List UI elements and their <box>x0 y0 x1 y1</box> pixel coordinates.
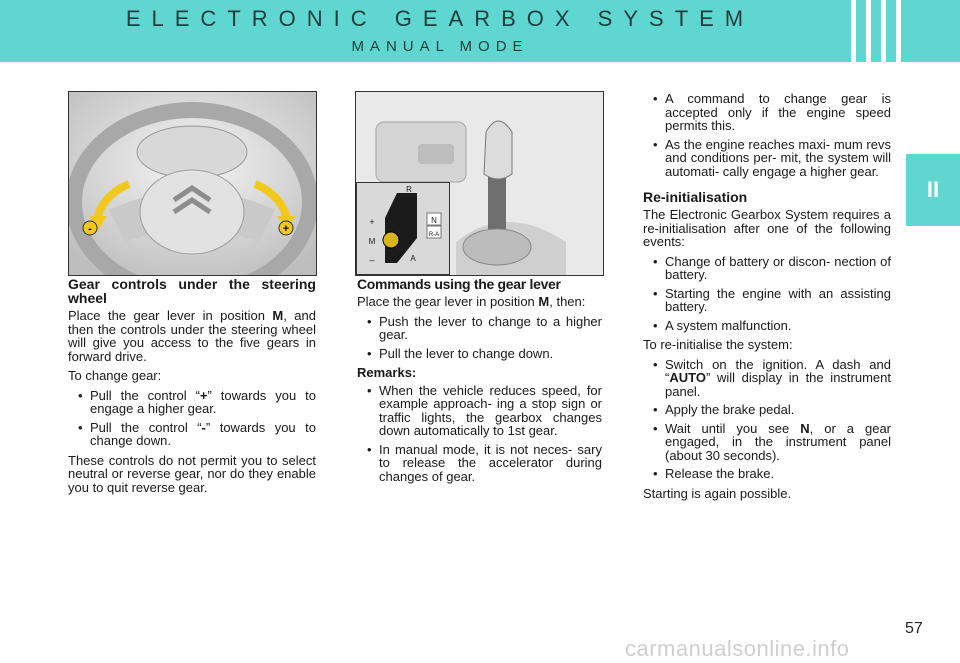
auto-label: AUTO <box>669 370 706 385</box>
gate-m-label: M <box>368 237 376 246</box>
bullet-list <box>643 255 891 333</box>
paragraph: To change gear: <box>68 368 162 383</box>
steering-wheel-illustration <box>69 92 316 275</box>
header-stripe <box>896 0 901 62</box>
text: ” towards you to engage a higher gear. <box>90 387 316 416</box>
list-item: • As the engine reaches maxi- mum revs and conditions per- mit, the system will automati- cally engage a higher gear. <box>653 138 891 179</box>
gate-minus-label: – <box>369 255 375 265</box>
gate-plus-label: + <box>369 217 375 227</box>
list-item <box>78 421 316 448</box>
bullet-list <box>643 358 891 481</box>
bullet-list <box>357 384 602 484</box>
column-lever-commands <box>357 277 602 489</box>
list-item: • Change of battery or discon- nection of battery. <box>653 255 891 282</box>
gear-gate-inset <box>356 182 450 275</box>
header-stripe <box>851 0 856 62</box>
list-item: • When the vehicle reduces speed, for example approach- ing a stop sign or traffic lights, the gearbox changes down automatically to 1st gear. <box>367 384 602 438</box>
list-item: • A system malfunction. <box>653 319 891 333</box>
list-item <box>653 422 891 463</box>
gate-r-label: R <box>406 185 412 194</box>
plus-symbol: + <box>199 387 208 403</box>
text: Pull the control “ <box>90 387 200 403</box>
text: , then: <box>549 294 586 309</box>
list-item: • In manual mode, it is not neces- sary to release the accelerator during changes of gear. <box>367 443 602 484</box>
text: Pull the control “ <box>90 419 202 435</box>
text: , or a gear engaged, in the instrument panel (about 30 seconds). <box>665 420 891 463</box>
page-number: 57 <box>905 620 923 637</box>
header-stripe <box>866 0 871 62</box>
paragraph: These controls do not permit you to select neutral or reverse gear, nor do they enable you to quit reverse gear. <box>68 452 316 495</box>
plus-label: + <box>282 223 290 235</box>
gate-ra-label: R-A <box>428 232 440 238</box>
gear-gate-diagram <box>357 183 449 274</box>
list-item: • Pull the lever to change down. <box>367 347 602 361</box>
text: Wait until you see <box>665 420 801 436</box>
bullet-list <box>643 92 891 178</box>
position-m: M <box>272 308 284 323</box>
lever-position-marker <box>383 232 399 248</box>
text: Place the gear lever in position <box>357 294 539 309</box>
n-label: N <box>800 420 810 436</box>
gate-n-label: N <box>431 216 437 225</box>
page-title: ELECTRONIC GEARBOX SYSTEM <box>125 6 755 31</box>
header-band <box>0 0 960 62</box>
page-subtitle: MANUAL MODE <box>351 38 529 55</box>
steering-wheel-photo <box>68 91 317 276</box>
paragraph <box>357 295 602 309</box>
section-heading: Commands using the gear lever <box>357 276 561 292</box>
header-stripe <box>881 0 886 62</box>
chapter-tab[interactable]: II <box>906 154 960 226</box>
text: ” will display in the instrument panel. <box>665 370 891 399</box>
column-steering-controls <box>68 277 316 500</box>
column-reinitialisation <box>643 92 891 506</box>
minus-label: - <box>88 223 92 235</box>
section-heading: Gear controls under the steering wheel <box>68 276 316 306</box>
list-item: • A command to change gear is accepted only if the engine speed permits this. <box>653 92 891 133</box>
list-item <box>78 389 316 416</box>
paragraph <box>68 309 316 363</box>
list-item: • Release the brake. <box>653 467 891 481</box>
list-item <box>653 358 891 399</box>
paragraph: Starting is again possible. <box>643 485 792 501</box>
gate-a-label: A <box>410 254 416 263</box>
list-item: • Starting the engine with an assisting battery. <box>653 287 891 314</box>
bullet-list <box>357 315 602 361</box>
text: Switch on the ignition. A dash and “ <box>665 356 891 385</box>
text: Place the gear lever in position <box>68 308 273 323</box>
minus-symbol: - <box>201 419 206 435</box>
list-item: • Push the lever to change to a higher gear. <box>367 315 602 342</box>
position-m: M <box>538 294 550 309</box>
text: , and then the controls under the steering wheel will give you access to the five gears in forward drive. <box>68 308 316 364</box>
text: ” towards you to change down. <box>90 419 316 448</box>
watermark[interactable]: carmanualsonline.info <box>625 636 850 661</box>
section-heading: Re-initialisation <box>643 189 748 205</box>
remarks-heading: Remarks: <box>357 365 417 380</box>
bullet-list <box>68 389 316 448</box>
paragraph: The Electronic Gearbox System requires a re-initialisation after one of the following events: <box>643 207 891 249</box>
paragraph: To re-initialise the system: <box>643 337 793 352</box>
list-item: • Apply the brake pedal. <box>653 403 891 417</box>
